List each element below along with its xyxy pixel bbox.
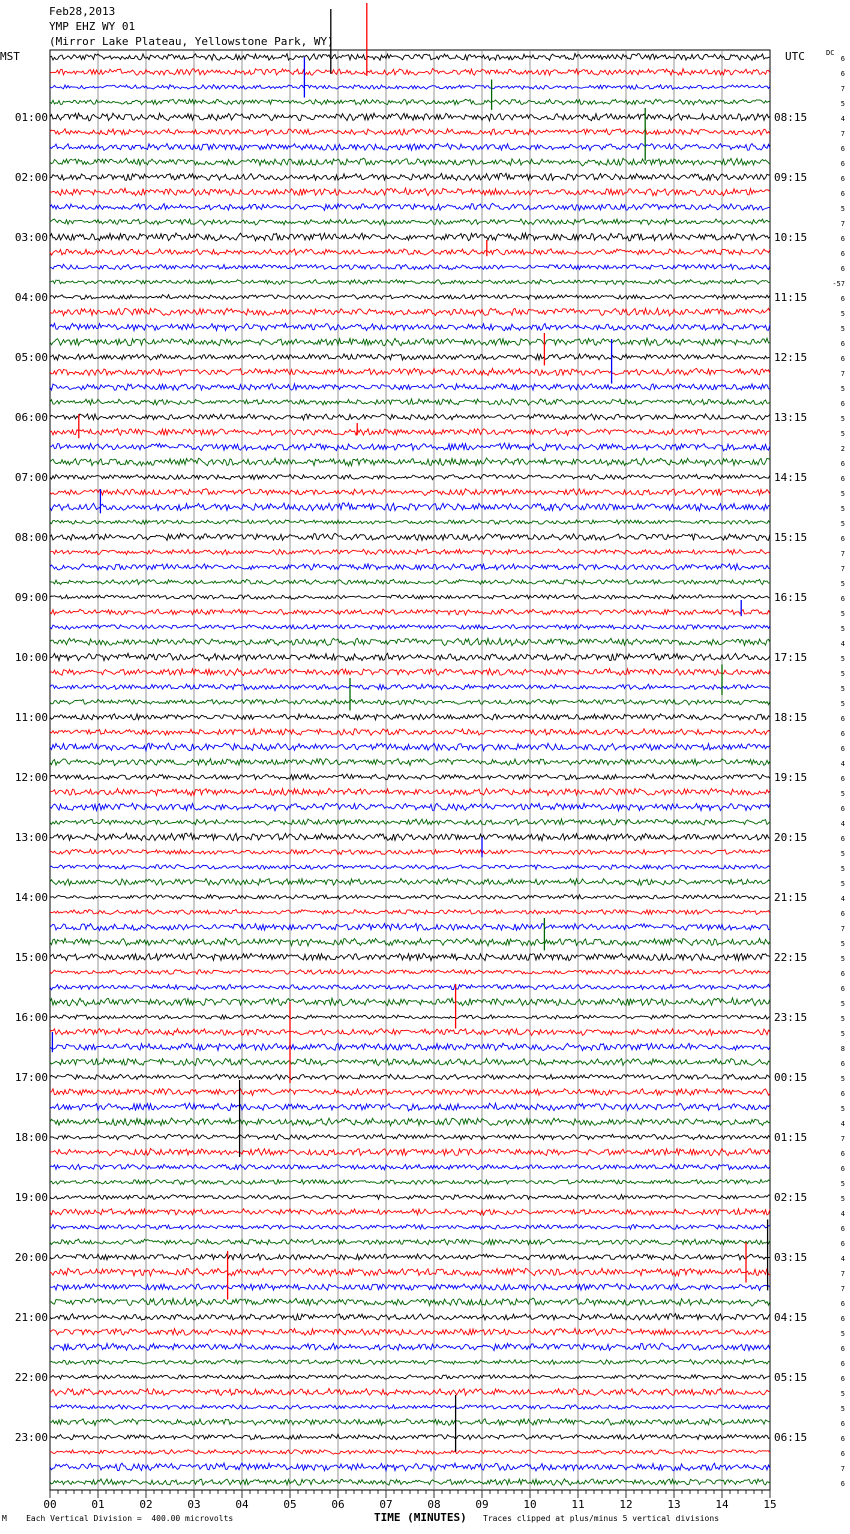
trace-dc-offset: 5: [840, 415, 845, 423]
trace-dc-offset: 7: [840, 925, 845, 933]
mst-hour-label: 07:00: [14, 471, 48, 484]
dc-label: DC: [826, 49, 835, 57]
trace-dc-offset: 5: [840, 955, 845, 963]
seismic-trace: [50, 788, 770, 795]
seismic-trace: [50, 474, 770, 479]
seismic-trace: [50, 609, 770, 615]
trace-dc-offset: 5: [840, 655, 845, 663]
utc-hour-label: 02:15: [774, 1191, 808, 1204]
seismic-trace: [50, 1254, 770, 1260]
mst-hour-label: 16:00: [14, 1011, 48, 1024]
trace-dc-offset: 5: [840, 505, 845, 513]
clip-note: Traces clipped at plus/minus 5 vertical divisions: [483, 1514, 720, 1523]
trace-dc-offset: 4: [840, 640, 845, 648]
seismic-trace: [50, 69, 770, 76]
utc-hour-label: 16:15: [774, 591, 808, 604]
trace-dc-offset: 5: [840, 1330, 845, 1338]
utc-hour-label: 01:15: [774, 1131, 808, 1144]
seismic-trace: [50, 729, 770, 736]
seismic-trace: [50, 99, 770, 105]
mst-hour-label: 15:00: [14, 951, 48, 964]
x-tick-label: 04: [235, 1498, 249, 1511]
trace-dc-offset: 6: [840, 340, 845, 348]
trace-dc-offset: 6: [840, 355, 845, 363]
seismic-trace: [50, 579, 770, 584]
trace-dc-offset: 7: [840, 550, 845, 558]
trace-dc-offset: 6: [840, 745, 845, 753]
seismic-trace: [50, 924, 770, 931]
trace-dc-offset: 6: [840, 460, 845, 468]
trace-dc-offset: 4: [840, 1120, 845, 1128]
seismic-trace: [50, 1149, 770, 1156]
mst-hour-label: 01:00: [14, 111, 48, 124]
trace-dc-offset: 5: [840, 1195, 845, 1203]
utc-hour-label: 08:15: [774, 111, 808, 124]
trace-dc-offset: 6: [840, 190, 845, 198]
seismic-trace: [50, 984, 770, 989]
trace-dc-offset: 6: [840, 160, 845, 168]
seismic-trace: [50, 533, 770, 540]
x-tick-label: 02: [139, 1498, 153, 1511]
seismic-trace: [50, 653, 770, 661]
utc-hour-label: 20:15: [774, 831, 808, 844]
seismic-trace: [50, 564, 770, 570]
seismic-trace: [50, 699, 770, 705]
seismic-trace: [50, 1434, 770, 1439]
trace-dc-offset: 6: [840, 1240, 845, 1248]
seismic-trace: [50, 1118, 770, 1126]
mst-hour-label: 08:00: [14, 531, 48, 544]
x-tick-label: 10: [523, 1498, 537, 1511]
date-label: Feb28,2013: [49, 5, 116, 18]
trace-dc-offset: 6: [840, 775, 845, 783]
seismic-trace: [50, 1419, 770, 1426]
seismic-trace: [50, 85, 770, 90]
trace-dc-offset: 7: [840, 130, 845, 138]
trace-dc-offset: 5: [840, 865, 845, 873]
utc-hour-label: 12:15: [774, 351, 808, 364]
seismic-trace: [50, 895, 770, 900]
seismic-trace: [50, 338, 770, 346]
right-axis-title: UTC: [785, 50, 805, 63]
mst-hour-label: 19:00: [14, 1191, 48, 1204]
seismic-trace: [50, 264, 770, 269]
trace-dc-offset: 6: [840, 1375, 845, 1383]
mst-hour-label: 18:00: [14, 1131, 48, 1144]
station-label: YMP EHZ WY 01: [49, 20, 136, 33]
trace-dc-offset: 5: [840, 1390, 845, 1398]
seismic-trace: [50, 1375, 770, 1380]
seismic-trace: [50, 1360, 770, 1365]
seismic-trace: [50, 865, 770, 870]
trace-dc-offset: 5: [840, 625, 845, 633]
seismic-trace: [50, 368, 770, 375]
seismic-trace: [50, 1388, 770, 1395]
trace-dc-offset: 6: [840, 70, 845, 78]
seismic-trace: [50, 1103, 770, 1111]
seismic-trace: [50, 1328, 770, 1335]
trace-dc-offset: -57: [832, 280, 845, 288]
utc-hour-label: 13:15: [774, 411, 808, 424]
trace-dc-offset: 6: [840, 1480, 845, 1488]
seismic-trace: [50, 503, 770, 511]
trace-dc-offset: 7: [840, 85, 845, 93]
trace-dc-offset: 5: [840, 430, 845, 438]
mst-hour-label: 10:00: [14, 651, 48, 664]
trace-dc-offset: 6: [840, 1225, 845, 1233]
seismic-trace: [50, 1479, 770, 1485]
trace-dc-offset: 6: [840, 295, 845, 303]
trace-dc-offset: 7: [840, 565, 845, 573]
trace-dc-offset: 6: [840, 715, 845, 723]
trace-dc-offset: 7: [840, 1465, 845, 1473]
utc-hour-label: 21:15: [774, 891, 808, 904]
trace-dc-offset: 5: [840, 490, 845, 498]
trace-dc-offset: 6: [840, 1090, 845, 1098]
seismic-trace: [50, 1314, 770, 1320]
trace-dc-offset: 6: [840, 1150, 845, 1158]
seismic-trace: [50, 714, 770, 720]
seismic-trace: [50, 1134, 770, 1139]
trace-dc-offset: 7: [840, 1270, 845, 1278]
mst-hour-label: 11:00: [14, 711, 48, 724]
trace-dc-offset: 4: [840, 895, 845, 903]
seismic-trace: [50, 54, 770, 61]
utc-hour-label: 00:15: [774, 1071, 808, 1084]
trace-dc-offset: 6: [840, 910, 845, 918]
trace-dc-offset: 5: [840, 385, 845, 393]
seismic-trace: [50, 458, 770, 466]
utc-hour-label: 11:15: [774, 291, 808, 304]
trace-dc-offset: 6: [840, 595, 845, 603]
trace-dc-offset: 5: [840, 1015, 845, 1023]
trace-dc-offset: 5: [840, 610, 845, 618]
seismic-trace: [50, 489, 770, 496]
utc-hour-label: 23:15: [774, 1011, 808, 1024]
seismic-trace: [50, 879, 770, 886]
seismic-trace: [50, 1225, 770, 1230]
seismic-trace: [50, 1059, 770, 1066]
seismic-trace: [50, 1015, 770, 1019]
seismic-trace: [50, 759, 770, 766]
seismic-trace: [50, 173, 770, 180]
trace-dc-offset: 5: [840, 850, 845, 858]
seismic-trace: [50, 849, 770, 854]
mst-hour-label: 02:00: [14, 171, 48, 184]
trace-dc-offset: 5: [840, 100, 845, 108]
trace-dc-offset: 6: [840, 1300, 845, 1308]
x-tick-label: 00: [43, 1498, 57, 1511]
trace-dc-offset: 4: [840, 820, 845, 828]
utc-hour-label: 22:15: [774, 951, 808, 964]
scale-note: Each Vertical Division = 400.00 microvolts: [26, 1514, 234, 1523]
mst-hour-label: 06:00: [14, 411, 48, 424]
seismic-trace: [50, 144, 770, 151]
seismic-trace: [50, 1164, 770, 1170]
x-tick-label: 14: [715, 1498, 729, 1511]
seismic-trace: [50, 233, 770, 241]
seismic-trace: [50, 1343, 770, 1350]
trace-dc-offset: 5: [840, 1030, 845, 1038]
seismic-trace: [50, 669, 770, 676]
seismic-trace: [50, 414, 770, 420]
seismic-trace: [50, 1089, 770, 1096]
seismic-trace: [50, 280, 770, 285]
seismic-trace: [50, 954, 770, 961]
trace-dc-offset: 6: [840, 1420, 845, 1428]
trace-dc-offset: 6: [840, 400, 845, 408]
trace-dc-offset: 5: [840, 790, 845, 798]
seismic-trace: [50, 1268, 770, 1276]
trace-dc-offset: 6: [840, 175, 845, 183]
seismic-trace: [50, 803, 770, 811]
trace-dc-offset: 6: [840, 835, 845, 843]
trace-dc-offset: 6: [840, 1165, 845, 1173]
trace-dc-offset: 5: [840, 670, 845, 678]
seismic-trace: [50, 443, 770, 451]
seismic-trace: [50, 429, 770, 436]
mst-hour-label: 22:00: [14, 1371, 48, 1384]
seismic-trace: [50, 625, 770, 630]
trace-dc-offset: 6: [840, 970, 845, 978]
x-tick-label: 12: [619, 1498, 633, 1511]
seismic-trace: [50, 113, 770, 121]
x-tick-label: 07: [379, 1498, 393, 1511]
trace-dc-offset: 5: [840, 310, 845, 318]
seismic-trace: [50, 158, 770, 166]
utc-hour-label: 18:15: [774, 711, 808, 724]
location-label: (Mirror Lake Plateau, Yellowstone Park, WY): [49, 35, 334, 48]
seismic-trace: [50, 684, 770, 690]
trace-dc-offset: 2: [840, 445, 845, 453]
mst-hour-label: 03:00: [14, 231, 48, 244]
seismic-trace: [50, 970, 770, 975]
trace-dc-offset: 5: [840, 1180, 845, 1188]
utc-hour-label: 04:15: [774, 1311, 808, 1324]
trace-dc-offset: 5: [840, 205, 845, 213]
trace-dc-offset: 5: [840, 1075, 845, 1083]
trace-dc-offset: 6: [840, 55, 845, 63]
utc-hour-label: 15:15: [774, 531, 808, 544]
seismic-trace: [50, 638, 770, 645]
trace-dc-offset: 6: [840, 1315, 845, 1323]
utc-hour-label: 14:15: [774, 471, 808, 484]
trace-dc-offset: 6: [840, 1360, 845, 1368]
x-tick-label: 15: [763, 1498, 777, 1511]
seismic-trace: [50, 219, 770, 225]
x-tick-label: 03: [187, 1498, 201, 1511]
trace-dc-offset: 5: [840, 520, 845, 528]
trace-dc-offset: 6: [840, 475, 845, 483]
trace-dc-offset: 6: [840, 535, 845, 543]
seismic-trace: [50, 520, 770, 525]
mst-hour-label: 13:00: [14, 831, 48, 844]
trace-dc-offset: 6: [840, 730, 845, 738]
seismic-trace: [50, 1029, 770, 1036]
x-tick-label: 05: [283, 1498, 297, 1511]
trace-dc-offset: 5: [840, 685, 845, 693]
seismic-trace: [50, 203, 770, 210]
trace-dc-offset: 5: [840, 1000, 845, 1008]
seismic-trace: [50, 774, 770, 780]
utc-hour-label: 06:15: [774, 1431, 808, 1444]
trace-dc-offset: 4: [840, 760, 845, 768]
seismic-trace: [50, 308, 770, 315]
x-tick-label: 13: [667, 1498, 681, 1511]
seismic-trace: [50, 1284, 770, 1291]
trace-dc-offset: 5: [840, 1405, 845, 1413]
trace-dc-offset: 7: [840, 370, 845, 378]
trace-dc-offset: 6: [840, 1450, 845, 1458]
mst-hour-label: 05:00: [14, 351, 48, 364]
seismic-trace: [50, 1180, 770, 1185]
seismic-trace: [50, 1405, 770, 1410]
trace-dc-offset: 6: [840, 1435, 845, 1443]
trace-dc-offset: 5: [840, 580, 845, 588]
trace-dc-offset: 6: [840, 1345, 845, 1353]
trace-dc-offset: 5: [840, 325, 845, 333]
footer-corner-mark: M: [2, 1514, 7, 1523]
seismic-trace: [50, 354, 770, 360]
seismic-trace: [50, 295, 770, 300]
seismic-trace: [50, 998, 770, 1006]
mst-hour-label: 20:00: [14, 1251, 48, 1264]
utc-hour-label: 19:15: [774, 771, 808, 784]
seismic-trace: [50, 910, 770, 915]
trace-dc-offset: 4: [840, 1210, 845, 1218]
trace-dc-offset: 6: [840, 805, 845, 813]
seismic-trace: [50, 323, 770, 330]
seismic-trace: [50, 249, 770, 255]
seismic-trace: [50, 549, 770, 555]
seismic-trace: [50, 833, 770, 841]
seismic-trace: [50, 1209, 770, 1215]
trace-dc-offset: 5: [840, 940, 845, 948]
seismic-trace: [50, 1450, 770, 1455]
utc-hour-label: 03:15: [774, 1251, 808, 1264]
utc-hour-label: 17:15: [774, 651, 808, 664]
mst-hour-label: 23:00: [14, 1431, 48, 1444]
seismic-trace: [50, 1043, 770, 1050]
trace-dc-offset: 6: [840, 235, 845, 243]
x-tick-label: 06: [331, 1498, 345, 1511]
x-tick-label: 11: [571, 1498, 585, 1511]
mst-hour-label: 17:00: [14, 1071, 48, 1084]
mst-hour-label: 12:00: [14, 771, 48, 784]
mst-hour-label: 09:00: [14, 591, 48, 604]
seismic-trace: [50, 1463, 770, 1471]
seismic-trace: [50, 819, 770, 825]
trace-dc-offset: 6: [840, 265, 845, 273]
mst-hour-label: 21:00: [14, 1311, 48, 1324]
x-axis-title: TIME (MINUTES): [374, 1511, 467, 1524]
seismic-trace: [50, 399, 770, 405]
seismic-trace: [50, 129, 770, 135]
x-tick-label: 01: [91, 1498, 105, 1511]
mst-hour-label: 04:00: [14, 291, 48, 304]
trace-dc-offset: 6: [840, 985, 845, 993]
footer-scale-note: [2, 1514, 233, 1523]
seismic-trace: [50, 1074, 770, 1079]
trace-dc-offset: 7: [840, 220, 845, 228]
seismic-trace: [50, 1298, 770, 1306]
seismic-trace: [50, 743, 770, 751]
left-axis-title: MST: [0, 50, 20, 63]
seismic-trace: [50, 188, 770, 196]
seismic-trace: [50, 595, 770, 600]
seismic-trace: [50, 384, 770, 391]
trace-dc-offset: 6: [840, 250, 845, 258]
mst-hour-label: 14:00: [14, 891, 48, 904]
trace-dc-offset: 7: [840, 1285, 845, 1293]
trace-dc-offset: 6: [840, 1060, 845, 1068]
trace-dc-offset: 5: [840, 700, 845, 708]
trace-dc-offset: 8: [840, 1045, 845, 1053]
x-tick-label: 09: [475, 1498, 489, 1511]
utc-hour-label: 09:15: [774, 171, 808, 184]
trace-dc-offset: 4: [840, 115, 845, 123]
utc-hour-label: 05:15: [774, 1371, 808, 1384]
trace-dc-offset: 6: [840, 145, 845, 153]
trace-dc-offset: 5: [840, 880, 845, 888]
trace-dc-offset: 7: [840, 1135, 845, 1143]
utc-hour-label: 10:15: [774, 231, 808, 244]
trace-dc-offset: 5: [840, 1105, 845, 1113]
trace-dc-offset: 4: [840, 1255, 845, 1263]
x-tick-label: 08: [427, 1498, 441, 1511]
seismic-trace: [50, 1239, 770, 1245]
seismic-trace: [50, 1195, 770, 1200]
seismic-trace: [50, 938, 770, 946]
